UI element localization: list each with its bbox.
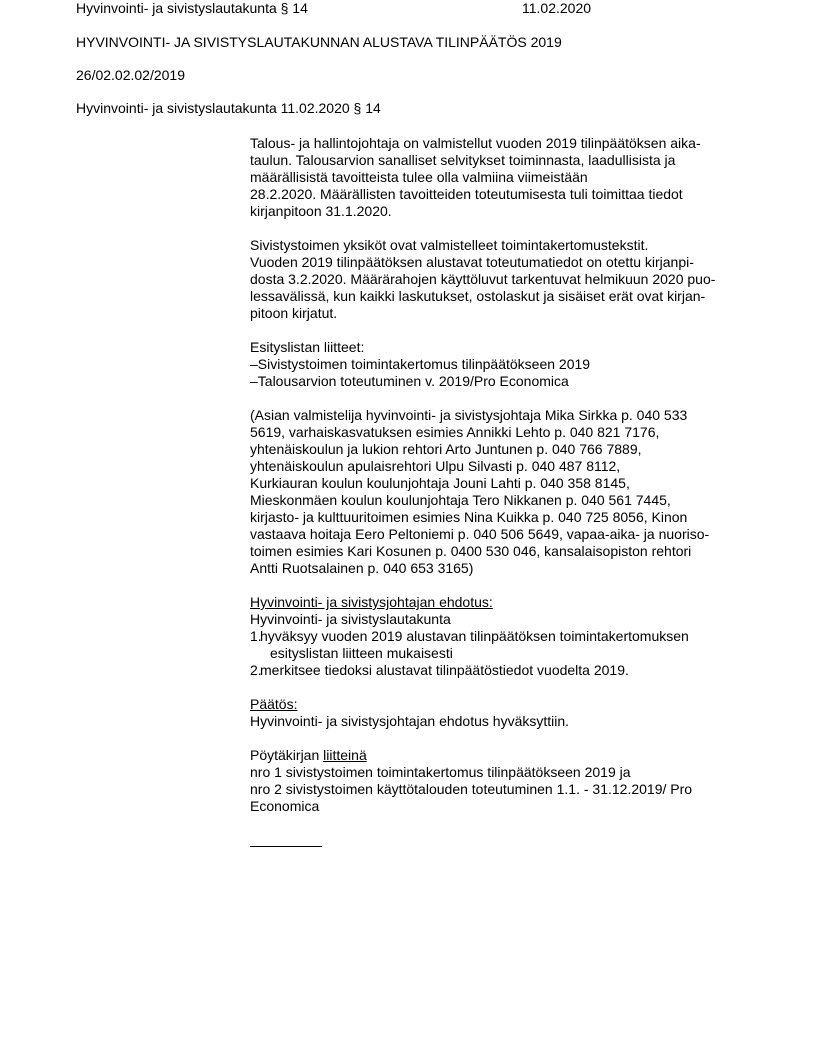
paragraph-line: Vuoden 2019 tilinpäätöksen alustavat toteutumatiedot on otettu kirjanpi- [250,254,694,270]
paragraph-line: taulun. Talousarvion sanalliset selvitykset toiminnasta, laadullisista ja [250,152,676,168]
paragraph-line: kirjanpitoon 31.1.2020. [250,203,392,219]
agenda-attachment-item: –Sivistystoimen toimintakertomus tilinpäätökseen 2019 [250,356,591,372]
proposal-section [250,594,750,679]
meeting-line: Hyvinvointi- ja sivistyslautakunta 11.02.2020 § 14 [76,100,381,116]
contact-line: yhtenäiskoulun ja lukion rehtori Arto Juntunen p. 040 766 7889, [250,441,642,457]
proposal-item-line: merkitsee tiedoksi alustavat tilinpäätöstiedot vuodelta 2019. [260,662,629,678]
minutes-attachment-line: nro 1 sivistystoimen toimintakertomus tilinpäätökseen 2019 ja [250,764,631,780]
proposal-item-number: 2. [250,662,262,678]
minutes-attachments-heading [250,747,750,764]
paragraph-line: lessavälissä, kun kaikki laskutukset, ostolaskut ja sisäiset erät ovat kirjan- [250,288,706,304]
paragraph-line: pitoon kirjatut. [250,305,338,321]
contact-line: yhtenäiskoulun apulaisrehtori Ulpu Silvasti p. 040 487 8112, [250,458,621,474]
minutes-attachment-line: nro 2 sivistystoimen käyttötalouden toteutuminen 1.1. - 31.12.2019/ Pro [250,781,693,797]
agenda-attachments-heading: Esityslistan liitteet: [250,339,365,355]
contacts-paragraph [250,407,750,577]
contact-line: kirjasto- ja kulttuuritoimen esimies Nina Kuikka p. 040 725 8056, Kinon [250,509,688,525]
decision-heading: Päätös: [250,696,298,712]
proposal-item-number: 1. [250,628,262,644]
contact-line: vastaava hoitaja Eero Peltoniemi p. 040 506 5649, vapaa-aika- ja nuoriso- [250,526,710,542]
paragraph-reports [250,237,750,322]
contact-line: Antti Ruotsalainen p. 040 653 3165) [250,560,474,576]
contact-line: toimen esimies Kari Kosunen p. 0400 530 046, kansalaisopiston rehtori [250,543,692,559]
header-date: 11.02.2020 [522,0,592,16]
contact-line: 5619, varhaiskasvatuksen esimies Annikki Lehto p. 040 821 7176, [250,424,660,440]
agenda-attachments [250,339,750,390]
minutes-attachment-line: Economica [250,798,320,814]
proposal-heading: Hyvinvointi- ja sivistysjohtajan ehdotus: [250,594,493,610]
contact-line: Mieskonmäen koulun koulunjohtaja Tero Nikkanen p. 040 561 7445, [250,492,671,508]
proposal-item [250,662,750,679]
closing-rule [250,832,322,847]
paragraph-line: dosta 3.2.2020. Määrärahojen käyttöluvut tarkentuvat helmikuun 2020 puo- [250,271,716,287]
proposal-item [250,628,750,662]
paragraph-line: määrällisistä tavoitteista tulee olla valmiina viimeistään [250,169,588,185]
decision-text: Hyvinvointi- ja sivistysjohtajan ehdotus hyväksyttiin. [250,713,570,729]
paragraph-line: Talous- ja hallintojohtaja on valmistellut vuoden 2019 tilinpäätöksen aika- [250,135,701,151]
decision-section [250,696,750,730]
paragraph-line: Sivistystoimen yksiköt ovat valmistelleet toimintakertomustekstit. [250,237,649,253]
header-committee-section: Hyvinvointi- ja sivistyslautakunta § 14 [76,0,308,16]
proposal-subject: Hyvinvointi- ja sivistyslautakunta [250,611,451,627]
contact-line: (Asian valmistelija hyvinvointi- ja sivistysjohtaja Mika Sirkka p. 040 533 [250,407,688,423]
minutes-attachments-heading-underlined: liitteinä [323,747,367,763]
paragraph-line: 28.2.2020. Määrällisten tavoitteiden toteutumisesta tuli toimittaa tiedot [250,186,683,202]
minutes-attachments [250,747,750,815]
minutes-attachments-heading-prefix: Pöytäkirjan [250,747,324,763]
document-title: HYVINVOINTI- JA SIVISTYSLAUTAKUNNAN ALUSTAVA TILINPÄÄTÖS 2019 [76,34,562,50]
proposal-item-line: esityslistan liitteen mukaisesti [270,645,453,661]
record-code: 26/02.02.02/2019 [76,67,185,83]
paragraph-schedule [250,135,750,220]
contact-line: Kurkiauran koulun koulunjohtaja Jouni Lahti p. 040 358 8145, [250,475,630,491]
agenda-attachment-item: –Talousarvion toteutuminen v. 2019/Pro Economica [250,373,569,389]
document-body [250,135,750,847]
proposal-item-line: hyväksyy vuoden 2019 alustavan tilinpäätöksen toimintakertomuksen [260,628,689,644]
